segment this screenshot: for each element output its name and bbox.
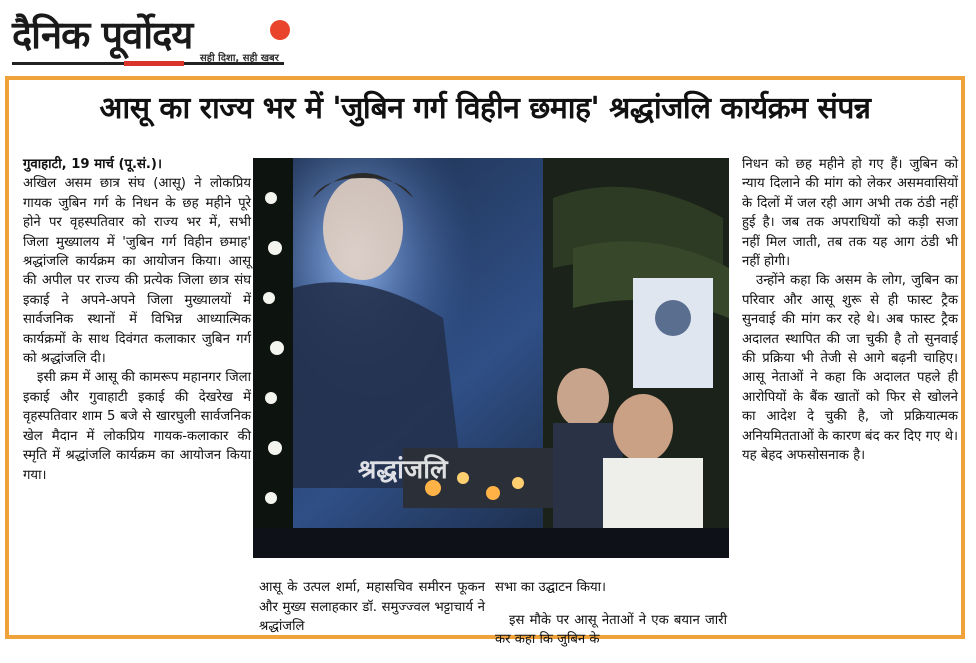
article-column-2a — [259, 565, 485, 650]
tribute-photo — [253, 158, 729, 558]
paragraph: आसू के उत्पल शर्मा, महासचिव समीरन फूकन और मुख्य सलाहकार डॉ. समुज्ज्वल भट्टाचार्य ने श्रद्धांजलि — [259, 580, 485, 634]
paragraph: इस मौके पर आसू नेताओं ने एक बयान जारी कर कहा कि जुबिन के — [495, 612, 727, 648]
dateline: गुवाहाटी, 19 मार्च (पू.सं.)। — [23, 157, 162, 172]
article-column-2b — [495, 565, 727, 663]
masthead — [12, 8, 292, 70]
article-column-1 — [23, 155, 251, 485]
logo-red-bar — [124, 61, 184, 66]
tagline: सही दिशा, सही खबर — [200, 53, 279, 64]
paragraph: निधन को छह महीने हो गए हैं। जुबिन को न्याय दिलाने की मांग को लेकर असमवासियों के दिलों में जल रही आग अभी तक ठंडी नहीं हुई है। जब तक अपराधियों को कड़ी सजा नहीं मिल जाती, तब तक यह आग ठंडी भी नहीं होगी। — [742, 157, 958, 270]
newspaper-logo: दैनिक पूर्वोदय — [12, 13, 193, 57]
headline: आसू का राज्य भर में 'जुबिन गर्ग विहीन छमाह' श्रद्धांजलि कार्यक्रम संपन्न — [99, 91, 871, 126]
paragraph: इसी क्रम में आसू की कामरूप महानगर जिला इकाई और गुवाहाटी इकाई की देखरेख में वृहस्पतिवार शाम 5 बजे से खारघुली सार्वजनिक खेल मैदान में लोकप्रिय गायक-कलाकार की स्मृति में श्रद्धांजलि कार्यक्रम का आयोजन किया गया। — [23, 370, 251, 483]
article-frame — [5, 76, 965, 648]
article-column-3 — [742, 155, 958, 466]
photo-banner-text: श्रद्धांजलि — [358, 455, 448, 485]
tribute-photo-icon — [253, 158, 729, 558]
paragraph: अखिल असम छात्र संघ (आसू) ने लोकप्रिय गायक जुबिन गर्ग के निधन के छह महीने पूरे होने पर वृहस्पतिवार को राज्य भर में, सभी जिला मुख्यालय में 'जुबिन गर्ग विहीन छमाह' श्रद्धांजलि कार्यक्रम का आयोजन किया। आसू की अपील पर राज्य की प्रत्येक जिला छात्र संघ इकाई ने अपने-अपने जिला मुख्यालयों में सार्वजनिक स्थानों में विभिन्न आध्यात्मिक कार्यक्रमों के साथ दिवंगत कलाकार जुबिन गर्ग को श्रद्धांजलि दी। — [23, 176, 251, 367]
paragraph: उन्होंने कहा कि असम के लोग, जुबिन का परिवार और आसू शुरू से ही फास्ट ट्रैक सुनवाई की मांग कर रहे थे। अब फास्ट ट्रैक अदालत स्थापित की जा चुकी है तो सुनवाई की प्रक्रिया भी तेजी से आगे बढ़नी चाहिए। आसू नेताओं ने कहा कि अदालत पहले ही आरोपियों के बैंक खातों को फिर से खोलने का आदेश दे चुकी है, जो प्रक्रियात्मक अनियमितताओं के कारण बंद कर दिए गए थे। यह बेहद अफसोसनाक है। — [742, 273, 958, 464]
logo-dot-icon — [270, 20, 290, 40]
paragraph: सभा का उद्घाटन किया। — [495, 580, 607, 596]
